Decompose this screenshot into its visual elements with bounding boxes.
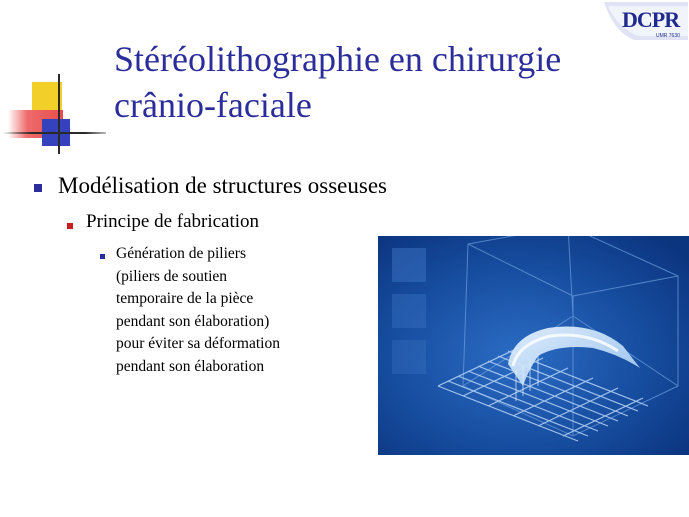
bullet-level3-line: Génération de piliers [116,245,246,262]
bullet-level2-text: Principe de fabrication [86,211,260,232]
decorative-block-ornament [0,70,110,160]
bullet-level3-line: pendant son élaboration) [116,312,270,330]
ornament-vertical-line [58,74,60,154]
bullet-square-red-icon [67,223,73,229]
bullet-square-icon [34,184,42,192]
svg-text:UMR 7630: UMR 7630 [656,33,680,39]
bullet-level3-line: pendant son élaboration [116,357,265,375]
stereolithography-photo [378,236,689,455]
dcpr-logo [604,2,688,40]
bullet-level3-line: pour éviter sa déformation [116,335,280,352]
title-line-1: Stéréolithographie en chirurgie [114,39,562,79]
bullet-square-small-icon [100,254,105,259]
bullet-level3-text [116,243,346,378]
bullet-level3-line: (piliers de soutien [116,267,228,285]
ornament-horizontal-line [2,132,106,134]
svg-text:DCPR: DCPR [622,7,680,32]
bullet-level3-line: temporaire de la pièce [116,290,254,307]
title-line-2: crânio-faciale [114,85,312,125]
slide-title [114,36,674,128]
bullet-level1-text: Modélisation de structures osseuses [58,173,387,198]
